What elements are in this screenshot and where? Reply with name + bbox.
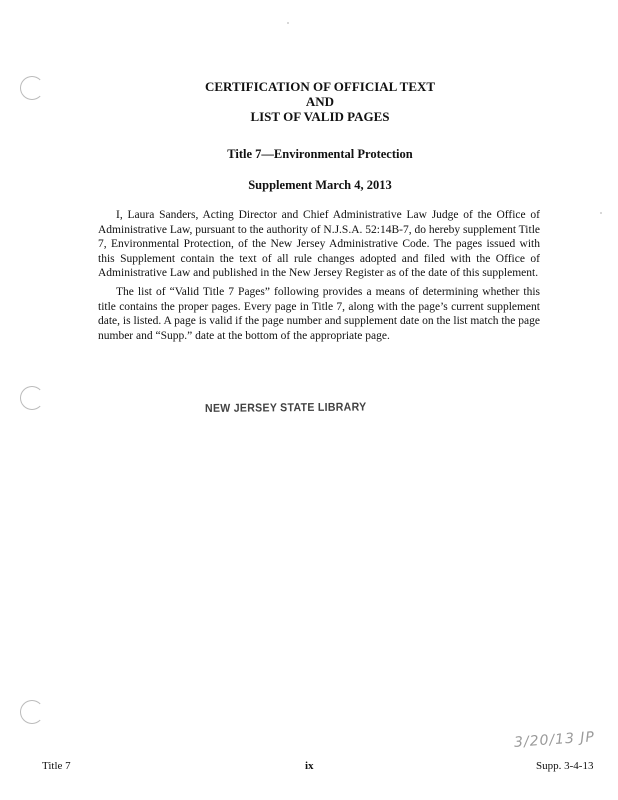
- scan-speck: [600, 212, 602, 214]
- heading-line-3: LIST OF VALID PAGES: [250, 109, 390, 124]
- paragraph-valid-pages: The list of “Valid Title 7 Pages” following provides a means of determining whether this title contains the proper pages. Every page in Title 7, along with the page’s current supplement date, is listed. A page is valid if the page number and supplement date on the list match the page number and “Supp.” date at the bottom of the appropriate page.: [98, 285, 540, 342]
- library-stamp: NEW JERSEY STATE LIBRARY: [204, 401, 367, 415]
- punch-hole: [20, 76, 44, 100]
- heading-line-1: CERTIFICATION OF OFFICIAL TEXT: [204, 79, 436, 94]
- footer-page-number: ix: [305, 760, 314, 772]
- title-heading: Title 7—Environmental Protection: [227, 147, 413, 161]
- certification-body: [98, 208, 540, 343]
- scan-speck: [287, 22, 289, 24]
- supplement-date-heading: Supplement March 4, 2013: [248, 178, 392, 192]
- punch-hole: [20, 700, 44, 724]
- footer-supplement: Supp. 3-4-13: [536, 760, 594, 772]
- paragraph-certification: I, Laura Sanders, Acting Director and Chief Administrative Law Judge of the Office of Administrative Law, pursuant to the authority of N.J.S.A. 52:14B-7, do hereby supplement Title 7, Environmental Protection, of the New Jersey Administrative Code. The pages issued with this Supplement contain the text of all rule changes adopted and filed with the Office of Administrative Law and published in the New Jersey Register as of the date of this supplement.: [98, 209, 540, 280]
- heading-line-2: AND: [305, 94, 335, 109]
- footer-title: Title 7: [42, 760, 71, 772]
- punch-hole: [20, 386, 44, 410]
- handwritten-note: 3/20/13 JP: [513, 729, 596, 751]
